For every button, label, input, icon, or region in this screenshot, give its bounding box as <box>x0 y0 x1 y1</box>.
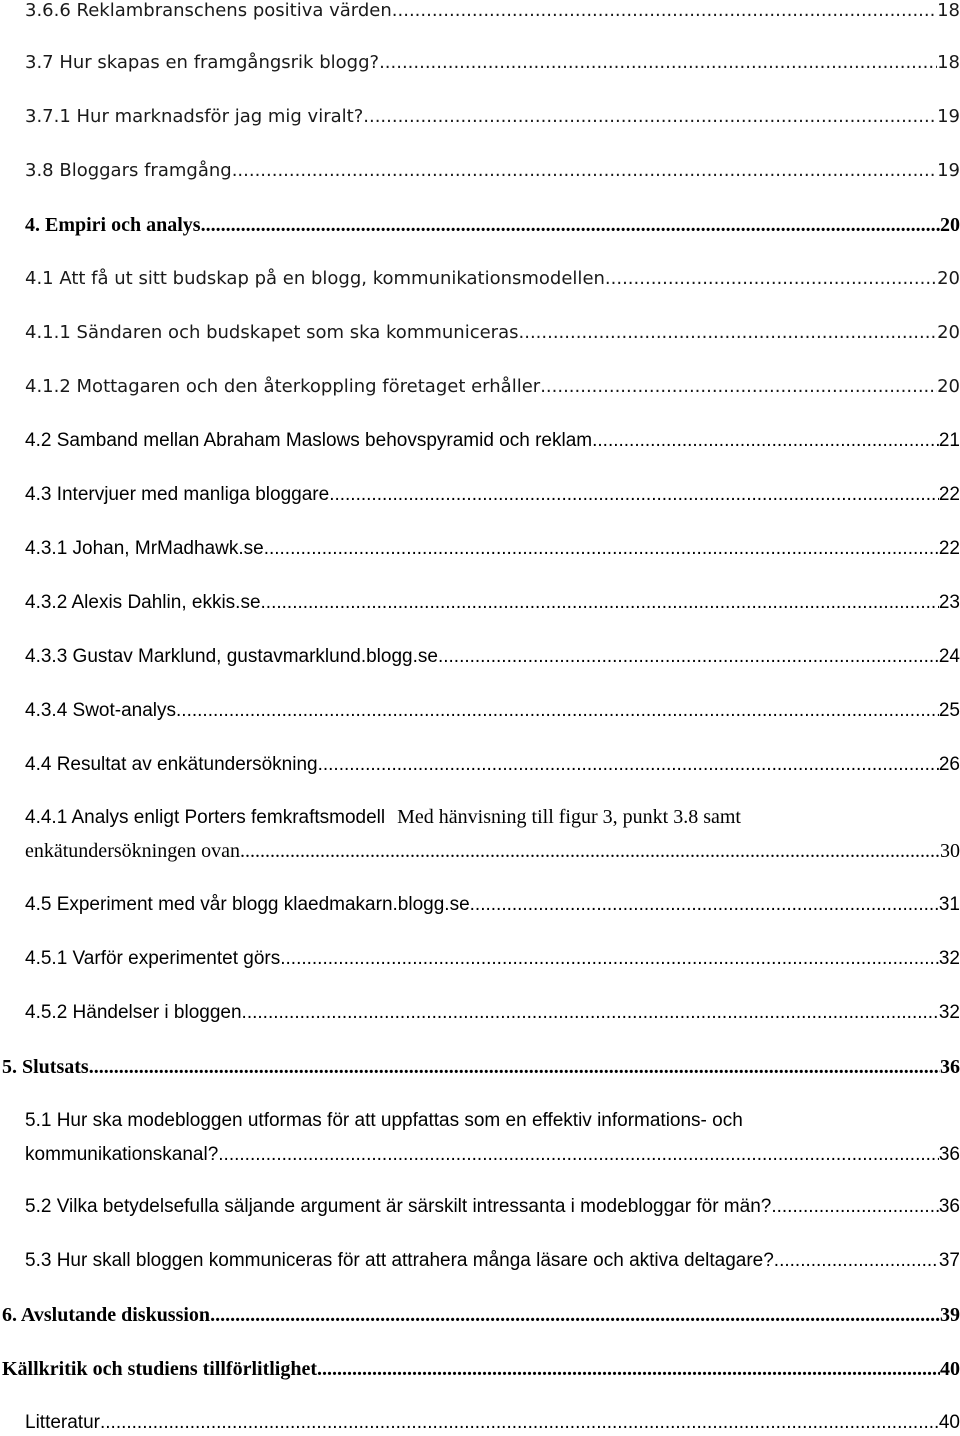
toc-entry[interactable] <box>0 430 960 462</box>
toc-entry-title-continued: Med hänvisning till figur 3, punkt 3.8 samt <box>397 806 741 828</box>
toc-entry-page: 30 <box>940 840 960 862</box>
toc-entry-title: 4.3.2 Alexis Dahlin, ekkis.se <box>25 592 261 613</box>
toc-entry-title: 6. Avslutande diskussion <box>2 1304 211 1326</box>
toc-leader <box>264 538 939 560</box>
toc-leader <box>519 322 938 343</box>
toc-entry[interactable] <box>0 322 960 354</box>
toc-leader <box>201 214 940 237</box>
toc-entry-page: 19 <box>937 160 960 181</box>
toc-leader <box>329 484 939 506</box>
toc-entry[interactable] <box>0 484 960 516</box>
toc-chapter[interactable] <box>0 1056 960 1088</box>
toc-entry[interactable] <box>0 806 960 870</box>
toc-entry-title: 4.2 Samband mellan Abraham Maslows behovspyramid och reklam <box>25 430 593 451</box>
toc-entry[interactable] <box>0 1196 960 1228</box>
toc-chapter[interactable] <box>0 214 960 246</box>
toc-entry-page: 18 <box>937 52 960 73</box>
toc-entry[interactable] <box>0 1110 960 1174</box>
toc-entry-title: 4.1.1 Sändaren och budskapet som ska kommuniceras <box>25 322 519 343</box>
toc-entry-page: 36 <box>938 1196 960 1217</box>
toc-entry-page: 37 <box>938 1250 960 1271</box>
toc-chapter[interactable] <box>0 1358 960 1390</box>
toc-leader <box>363 106 937 127</box>
toc-entry[interactable] <box>0 376 960 408</box>
toc-entry-title: 3.7.1 Hur marknadsför jag mig viralt? <box>25 106 364 127</box>
toc-entry-page: 20 <box>940 214 960 236</box>
toc-leader <box>232 160 937 181</box>
toc-leader <box>605 268 937 289</box>
toc-entry-title: 5.1 Hur ska modebloggen utformas för att uppfattas som en effektiv informations- och <box>25 1110 743 1131</box>
toc-entry[interactable] <box>0 1412 960 1436</box>
toc-entry-title: 4.3.1 Johan, MrMadhawk.se <box>25 538 264 559</box>
toc-entry-title: 4.5.2 Händelser i bloggen <box>25 1002 242 1023</box>
toc-entry-title: 3.7 Hur skapas en framgångsrik blogg? <box>25 52 380 73</box>
toc-entry-title: 4. Empiri och analys <box>25 214 201 236</box>
toc-entry[interactable] <box>0 754 960 786</box>
toc-entry-page: 19 <box>937 106 960 127</box>
toc-entry-page: 32 <box>938 1002 960 1023</box>
toc-entry-title: 4.1.2 Mottagaren och den återkoppling företaget erhåller <box>25 376 541 397</box>
toc-entry-title: 4.5 Experiment med vår blogg klaedmakarn.blogg.se <box>25 894 470 915</box>
toc-leader <box>774 1250 939 1272</box>
toc-entry[interactable] <box>0 1002 960 1034</box>
toc-entry-page: 24 <box>938 646 960 667</box>
toc-entry[interactable] <box>0 592 960 624</box>
toc-entry[interactable] <box>0 894 960 926</box>
toc-entry-page: 22 <box>938 538 960 559</box>
toc-entry-title: 4.3.4 Swot-analys <box>25 700 177 721</box>
toc-entry-page: 20 <box>937 322 960 343</box>
toc-entry-page: 39 <box>940 1304 960 1326</box>
toc-entry-page: 40 <box>940 1358 960 1380</box>
toc-entry-title: 4.3.3 Gustav Marklund, gustavmarklund.blogg.se <box>25 646 438 667</box>
toc-leader <box>317 1358 940 1381</box>
toc-entry-page: 36 <box>940 1056 960 1078</box>
toc-entry-page: 25 <box>938 700 960 721</box>
toc-entry-page: 22 <box>938 484 960 505</box>
toc-entry[interactable] <box>0 106 960 138</box>
toc-entry-page: 40 <box>938 1412 960 1433</box>
toc-leader <box>261 592 939 614</box>
toc-leader <box>392 0 937 21</box>
toc-entry-title: 5. Slutsats <box>2 1056 89 1078</box>
toc-leader <box>280 948 939 970</box>
toc-entry[interactable] <box>0 1250 960 1282</box>
toc-entry[interactable] <box>0 948 960 980</box>
toc-entry-title-wrap: enkätundersökningen ovan. <box>25 840 245 862</box>
toc-leader <box>438 646 939 668</box>
toc-chapter[interactable] <box>0 1304 960 1336</box>
toc-entry-page: 32 <box>938 948 960 969</box>
toc-leader <box>540 376 937 397</box>
toc-entry-title: Källkritik och studiens tillförlitlighet <box>2 1358 318 1380</box>
toc-entry-title-wrap: kommunikationskanal? <box>25 1144 219 1165</box>
toc-leader <box>592 430 939 452</box>
toc-entry-page: 31 <box>938 894 960 915</box>
toc-leader <box>100 1412 939 1434</box>
toc-entry-title: 3.8 Bloggars framgång <box>25 160 232 181</box>
toc-leader <box>218 1144 939 1166</box>
toc-entry[interactable] <box>0 52 960 84</box>
toc-entry-title: 4.4 Resultat av enkätundersökning <box>25 754 318 775</box>
toc-entry-page: 23 <box>938 592 960 613</box>
toc-entry-page: 21 <box>938 430 960 451</box>
toc-entry[interactable] <box>0 646 960 678</box>
toc-entry-page: 20 <box>937 268 960 289</box>
toc-entry-title: 4.3 Intervjuer med manliga bloggare <box>25 484 330 505</box>
toc-leader <box>470 894 939 916</box>
toc-leader <box>210 1304 940 1327</box>
toc-leader <box>176 700 939 722</box>
toc-entry-title: 4.1 Att få ut sitt budskap på en blogg, kommunikationsmodellen <box>25 268 605 289</box>
toc-leader <box>379 52 937 73</box>
toc-entry-title: 5.2 Vilka betydelsefulla säljande argument är särskilt intressanta i modebloggar för män? <box>25 1196 772 1217</box>
toc-entry-title: 4.5.1 Varför experimentet görs <box>25 948 281 969</box>
toc-entry[interactable] <box>0 268 960 300</box>
toc-entry-page: 36 <box>938 1144 960 1165</box>
toc-leader <box>318 754 939 776</box>
toc-entry[interactable] <box>0 0 960 32</box>
toc-entry-title: 4.4.1 Analys enligt Porters femkraftsmodell <box>25 807 386 828</box>
toc-entry[interactable] <box>0 700 960 732</box>
toc-entry-page: 26 <box>938 754 960 775</box>
toc-entry[interactable] <box>0 538 960 570</box>
toc-entry-page: 18 <box>937 0 960 21</box>
toc-leader <box>89 1056 940 1079</box>
toc-entry-title: 5.3 Hur skall bloggen kommuniceras för att attrahera många läsare och aktiva deltagare? <box>25 1250 774 1271</box>
toc-entry-title: 3.6.6 Reklambranschens positiva värden <box>25 0 392 21</box>
toc-entry-title: Litteratur <box>25 1412 100 1433</box>
toc-leader <box>245 840 940 863</box>
toc-entry-page: 20 <box>937 376 960 397</box>
toc-entry[interactable] <box>0 160 960 192</box>
toc-leader <box>771 1196 939 1218</box>
toc-leader <box>242 1002 939 1024</box>
